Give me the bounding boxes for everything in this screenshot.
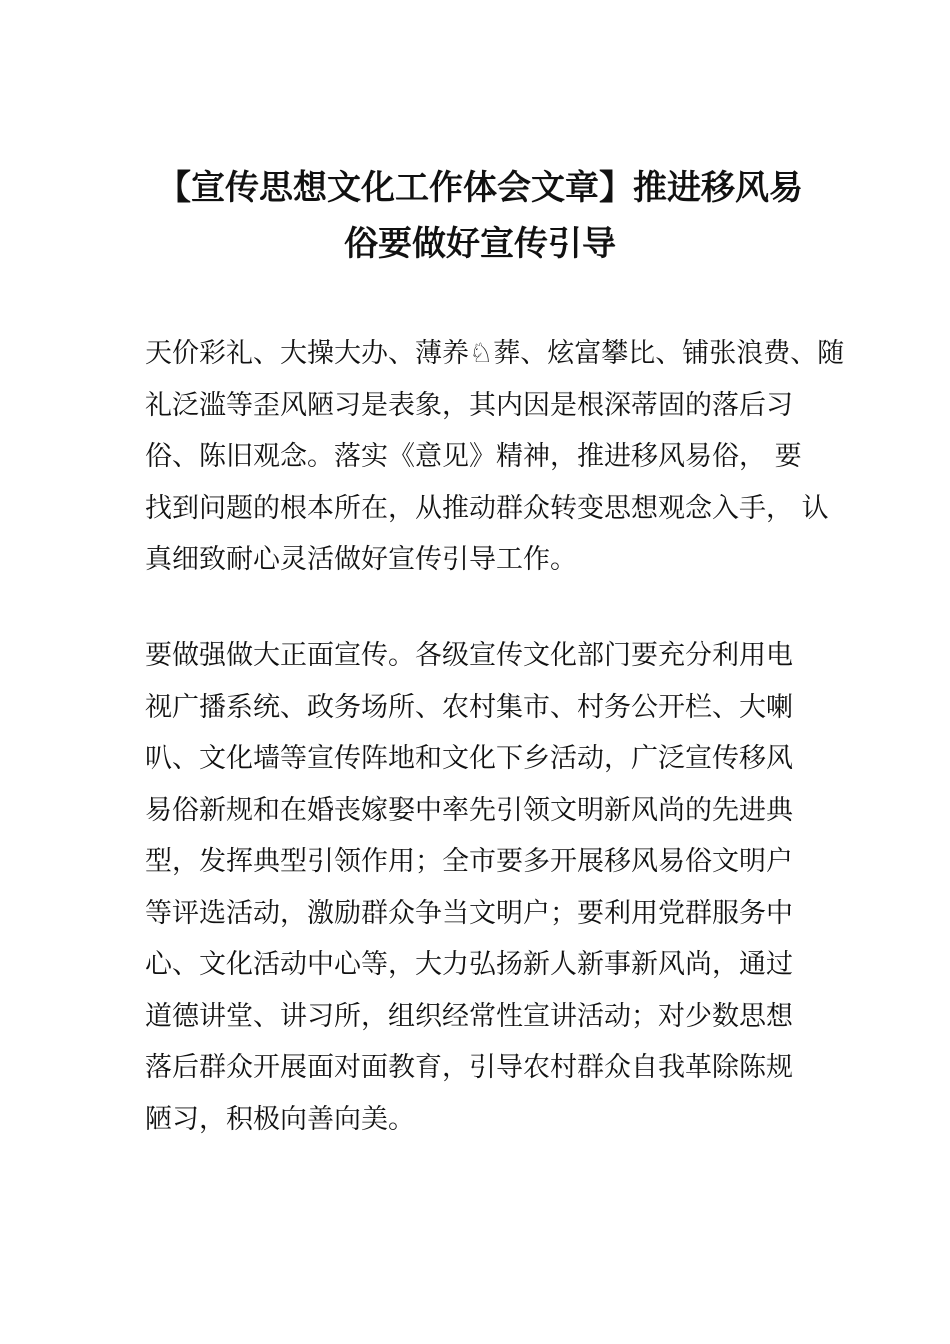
article-title [145,160,815,272]
paragraph-1-line: 礼泛滥等歪风陋习是表象，其内因是根深蒂固的落后习 [145,389,793,421]
paragraph-2-line: 易俗新规和在婚丧嫁娶中率先引领文明新风尚的先进典 [145,794,793,826]
paragraph-2 [145,630,825,1145]
paragraph-2-line: 落后群众开展面对面教育，引导农村群众自我革除陈规 [145,1052,793,1083]
title-line-1: 【宣传思想文化工作体会文章】推进移风易 [157,168,803,208]
paragraph-2-line: 陋习，积极向善向美。 [145,1103,415,1135]
paragraph-2-line: 视广播系统、政务场所、农村集市、村务公开栏、大喇 [145,691,793,723]
paragraph-2-line: 道德讲堂、讲习所，组织经常性宣讲活动；对少数思想 [145,1000,793,1032]
paragraph-1 [145,328,845,586]
paragraph-1-line: 俗、陈旧观念。落实《意见》精神，推进移风易俗， 要 [145,441,802,472]
paragraph-2-line: 心、文化活动中心等，大力弘扬新人新事新风尚，通过 [145,949,793,980]
paragraph-2-line: 叭、文化墙等宣传阵地和文化下乡活动，广泛宣传移风 [145,743,793,774]
paragraph-2-line: 等评选活动，激励群众争当文明户；要利用党群服务中 [145,897,793,929]
title-line-2: 俗要做好宣传引导 [344,224,616,264]
paragraph-2-line: 型，发挥典型引领作用；全市要多开展移风易俗文明户 [145,846,793,877]
paragraph-1-line: 真细致耐心灵活做好宣传引导工作。 [145,544,577,575]
paragraph-2-line: 要做强做大正面宣传。各级宣传文化部门要充分利用电 [145,640,793,671]
paragraph-1-line: 天价彩礼、大操大办、薄养♘葬、炫富攀比、铺张浪费、随 [145,338,845,369]
paragraph-1-line: 找到问题的根本所在，从推动群众转变思想观念入手， 认 [145,492,829,524]
